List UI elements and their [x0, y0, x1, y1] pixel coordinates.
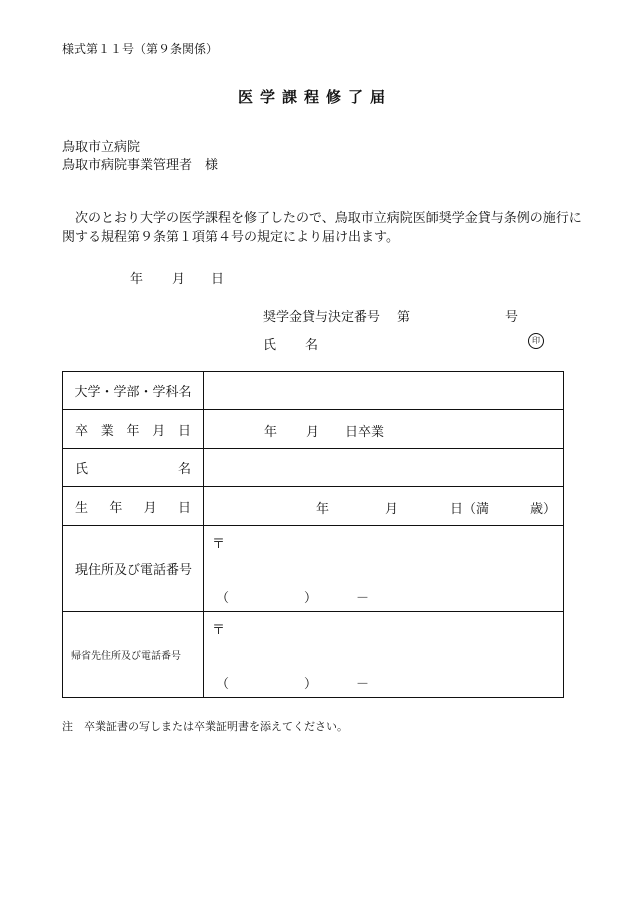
graduation-label-char: 業	[100, 423, 114, 439]
birth-label-cell	[63, 487, 204, 526]
name-label-cell	[63, 449, 204, 487]
footnote: 注 卒業証書の写しまたは卒業証明書を添えてください。	[62, 720, 348, 733]
university-label-cell	[63, 372, 204, 410]
birth-month-unit: 月	[385, 502, 399, 517]
postal-mark-icon: 〒	[212, 536, 226, 552]
addressee-hospital: 鳥取市立病院	[62, 140, 141, 155]
decision-number-label: 奨学金貸与決定番号	[263, 310, 381, 325]
graduation-month-unit: 月	[306, 425, 320, 440]
birth-label-char: 年	[109, 500, 123, 516]
university-label: 大学・学部・学科名	[74, 385, 192, 400]
name-label-char: 氏	[75, 462, 89, 477]
applicant-name-label-1: 氏	[263, 338, 277, 353]
current-address-value-cell[interactable]	[204, 526, 564, 612]
applicant-name-label-2: 名	[305, 338, 319, 353]
form-number: 様式第１１号（第９条関係）	[62, 42, 219, 56]
phone-paren-close: ）	[304, 676, 318, 692]
name-label	[63, 458, 203, 477]
graduation-label-char: 日	[177, 423, 191, 439]
birth-value-cell[interactable]	[204, 487, 564, 526]
home-address-value-cell[interactable]	[204, 612, 564, 698]
graduation-day-unit: 日卒業	[345, 425, 385, 440]
graduation-label-char: 卒	[75, 423, 89, 439]
phone-paren-close: ）	[304, 590, 318, 606]
graduation-label-char: 月	[152, 423, 166, 439]
phone-paren-open: （	[216, 676, 230, 692]
name-value-cell[interactable]	[204, 449, 564, 487]
phone-paren-open: （	[216, 590, 230, 606]
page-title: 医学課程修了届	[237, 88, 392, 106]
university-value-cell[interactable]	[204, 372, 564, 410]
phone-dash: －	[356, 590, 370, 606]
birth-label	[63, 497, 203, 516]
date-day-label: 日	[211, 272, 225, 287]
graduation-year-unit: 年	[264, 425, 278, 440]
current-address-label-cell	[63, 526, 204, 612]
date-month-label: 月	[172, 272, 186, 287]
birth-label-char: 日	[177, 500, 191, 516]
current-address-label: 現住所及び電話番号	[75, 563, 193, 578]
graduation-value-cell[interactable]	[204, 410, 564, 449]
decision-number-prefix: 第	[397, 310, 411, 325]
decision-number-suffix: 号	[505, 310, 519, 325]
graduation-label-cell	[63, 410, 204, 449]
home-address-label: 帰省先住所及び電話番号	[71, 651, 181, 662]
graduation-label-char: 年	[126, 423, 140, 439]
addressee-manager: 鳥取市病院事業管理者 様	[62, 158, 219, 173]
birth-age-unit: 歳）	[530, 502, 557, 517]
form-table	[62, 371, 564, 698]
seal-icon: 印	[528, 333, 544, 349]
home-address-label-cell	[63, 612, 204, 698]
postal-mark-icon: 〒	[212, 622, 226, 638]
birth-label-char: 生	[75, 500, 89, 516]
birth-year-unit: 年	[316, 502, 330, 517]
graduation-label	[63, 420, 203, 439]
phone-dash: －	[356, 676, 370, 692]
name-label-char: 名	[177, 462, 191, 477]
body-text: 次のとおり大学の医学課程を修了したので、鳥取市立病院医師奨学金貸与条例の施行に関する規程第９条第１項第４号の規定により届け出ます。	[62, 211, 582, 245]
date-year-label: 年	[130, 272, 144, 287]
birth-label-char: 月	[143, 500, 157, 516]
birth-day-unit: 日（満	[450, 502, 490, 517]
